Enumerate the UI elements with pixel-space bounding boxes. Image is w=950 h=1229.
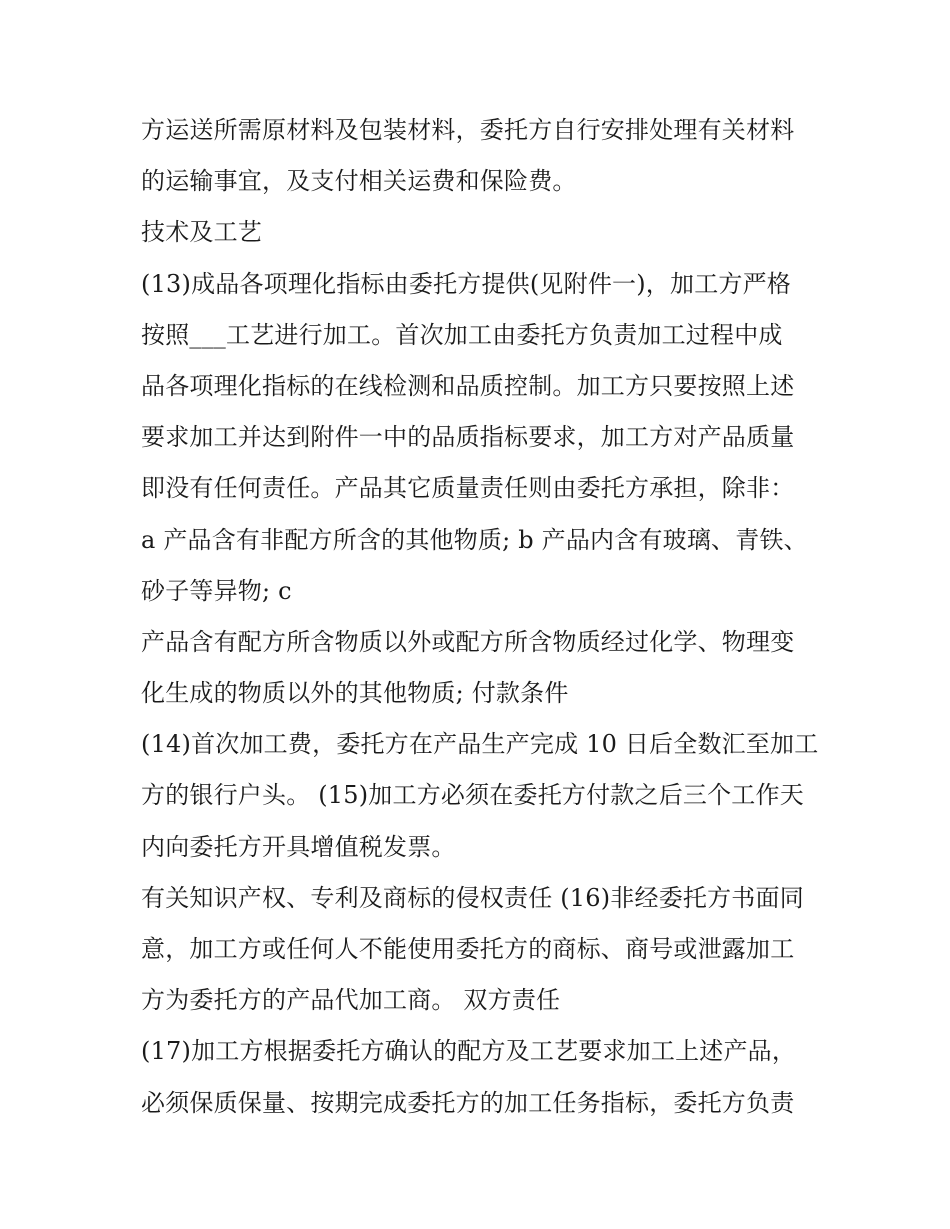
text-line: 产品含有配方所含物质以外或配方所含物质经过化学、物理变 [141, 627, 795, 656]
text-line: 按照___工艺进行加工。首次加工由委托方负责加工过程中成 [141, 320, 783, 349]
text-line: 有关知识产权、专利及商标的侵权责任 (16)非经委托方书面同 [141, 883, 804, 912]
text-line: 方为委托方的产品代加工商。 双方责任 [141, 986, 561, 1015]
text-line: (13)成品各项理化指标由委托方提供(见附件一)，加工方严格 [141, 269, 791, 298]
text-line: 必须保质保量、按期完成委托方的加工任务指标，委托方负责 [141, 1088, 795, 1117]
document-body [141, 105, 821, 1129]
text-line: 品各项理化指标的在线检测和品质控制。加工方只要按照上述 [141, 371, 795, 400]
text-line: 的运输事宜，及支付相关运费和保险费。 [141, 167, 577, 196]
text-line: 意，加工方或任何人不能使用委托方的商标、商号或泄露加工 [141, 935, 795, 963]
text-line: 砂子等异物; c [141, 576, 292, 605]
text-line: 即没有任何责任。产品其它质量责任则由委托方承担，除非： [141, 474, 795, 503]
text-line: (17)加工方根据委托方确认的配方及工艺要求加工上述产品， [141, 1037, 797, 1066]
text-line: 要求加工并达到附件一中的品质指标要求，加工方对产品质量 [141, 423, 795, 452]
text-line: 方的银行户头。 (15)加工方必须在委托方付款之后三个工作天 [141, 781, 804, 810]
text-line: 化生成的物质以外的其他物质; 付款条件 [141, 679, 569, 708]
section-heading: 技术及工艺 [141, 218, 262, 247]
text-line: 内向委托方开具增值税发票。 [141, 832, 456, 861]
text-line: a 产品含有非配方所含的其他物质; b 产品内含有玻璃、青铁、 [141, 525, 808, 554]
text-line: (14)首次加工费，委托方在产品生产完成 10 日后全数汇至加工 [141, 730, 819, 759]
text-line: 方运送所需原材料及包装材料，委托方自行安排处理有关材料 [141, 116, 795, 144]
